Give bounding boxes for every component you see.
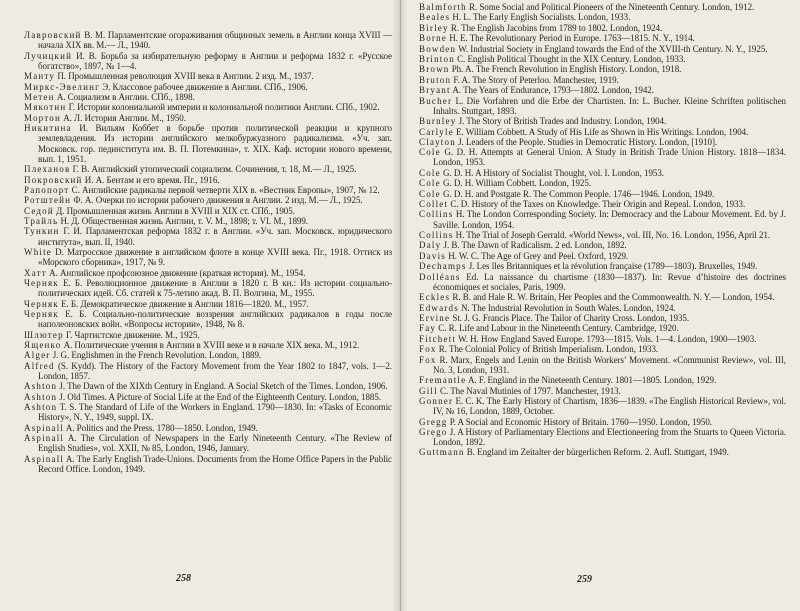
entry-text: И. Вильям Коббет в борьбе против политической реакции и крупного землевладения. Из истории английского мелкобуржуазного радикализма. «Уч. зап. Московск. гор. пединститута им. В. П. Потемкина», т. XIX. Каф. истории нового времени, вып. 1, 1951. bbox=[38, 123, 392, 164]
bibliography-entry bbox=[419, 199, 786, 209]
entry-text: Д. Промышленная жизнь Англии в XVIII и XIX ст. СПб., 1905. bbox=[53, 205, 295, 216]
entry-author: Трайль bbox=[24, 216, 59, 227]
bibliography-entry bbox=[24, 278, 392, 298]
bibliography-entry bbox=[24, 71, 392, 81]
bibliography-entry bbox=[24, 164, 392, 174]
entry-text: D. Матросское движение в английском флоте в конце XVIII века. Пг., 1918. Оттиск из «Морского сборника», 1917, № 9. bbox=[38, 247, 392, 268]
entry-text: C. The Naval Mutinies of 1797. Manchester, 1913. bbox=[437, 385, 621, 396]
entry-text: L. Die Vorfahren und die Erbe der Chartisten. In: L. Bucher. Kleine Schriften politischen Inhalts. Stuttgart, 1893. bbox=[433, 95, 786, 116]
entry-text: H. The London Corresponding Society. In: Democracy and the Labour Movement. Ed. by J. Saville. London, 1954. bbox=[433, 209, 786, 230]
entry-author: Cole bbox=[419, 178, 441, 189]
bibliography-entry bbox=[24, 402, 392, 422]
page-number-left: 258 bbox=[176, 573, 191, 584]
entry-text: Г. Чартистское движение. М., 1925. bbox=[63, 329, 200, 340]
bibliography-entry bbox=[24, 102, 392, 112]
entry-text: J. The Story of British Trades and Industry. London, 1904. bbox=[456, 116, 667, 127]
entry-text: R. Some Social and Political Pioneers of the Nineteenth Century. London, 1912. bbox=[466, 2, 755, 12]
entry-author: Черняк bbox=[24, 278, 59, 289]
entry-text: A. The Circulation of Newspapers in the Early Nineteenth Century. «The Review of English Studies», vol. XXII, № 85, London, 1946, January. bbox=[38, 433, 392, 454]
entry-author: Ященко bbox=[24, 340, 62, 351]
bibliography-entry bbox=[419, 303, 786, 313]
entry-author: Carlyle bbox=[419, 126, 454, 137]
entry-author: Brown bbox=[419, 64, 450, 75]
entry-author: Alger bbox=[24, 350, 51, 361]
entry-text: R. Marx, Engels and Lenin on the British Workers’ Movement. «Communist Review», vol. III, No. 3, London, 1931. bbox=[433, 354, 786, 375]
entry-author: Alfred bbox=[24, 360, 55, 371]
entry-author: Birley bbox=[419, 22, 449, 33]
bibliography-entry bbox=[419, 230, 786, 240]
entry-author: Aspinall bbox=[24, 433, 65, 444]
bibliography-entry bbox=[24, 216, 392, 226]
entry-text: С. Английские радикалы первой четверти XIX в. «Вестник Европы», 1907, № 12. bbox=[69, 184, 380, 195]
bibliography-entry bbox=[419, 240, 786, 250]
entry-text: H. L. The Early English Socialists. London, 1933. bbox=[450, 12, 631, 23]
bibliography-entry bbox=[24, 30, 392, 50]
bibliography-entry bbox=[24, 423, 392, 433]
entry-author: Манту bbox=[24, 71, 56, 82]
bibliography-entry bbox=[419, 355, 786, 375]
entry-author: Aspinall bbox=[24, 422, 65, 433]
entry-text: G. D. H. Attempts at General Union. A Study in British Trade Union History. 1818—1834. London, 1953. bbox=[433, 147, 786, 168]
entry-text: T. S. The Standard of Life of the Workers in England. 1790—1830. In: «Tasks of Economic History», N. Y., 1949, suppl. IX. bbox=[38, 402, 392, 423]
entry-author: Collet bbox=[419, 199, 449, 210]
entry-text: B. England im Zeitalter der bürgerlichen Reform. 2. Aufl. Stuttgart, 1949. bbox=[464, 447, 729, 458]
bibliography-entry bbox=[419, 33, 786, 43]
entry-author: Bowden bbox=[419, 43, 457, 54]
bibliography-entry bbox=[419, 417, 786, 427]
bibliography-entry bbox=[419, 12, 786, 22]
bibliography-entry bbox=[24, 123, 392, 164]
entry-text: A. Politics and the Press. 1780—1850. London, 1949. bbox=[64, 422, 258, 433]
entry-text: И. В. Борьба за избирательную реформу в Англии и реформа 1832 г. «Русское богатство», 1897, № 1—4. bbox=[38, 50, 392, 71]
entry-author: Davis bbox=[419, 250, 446, 261]
entry-author: Bucher bbox=[419, 95, 453, 106]
bibliography-entry bbox=[24, 381, 392, 391]
bibliography-entry bbox=[419, 137, 786, 147]
entry-author: Collins bbox=[419, 209, 454, 220]
entry-text: Н. Д. Общественная жизнь Англии, т. V. М., 1898; т. VI. М., 1899. bbox=[58, 216, 309, 227]
entry-text: A. The Years of Endurance, 1793—1802. London, 1942. bbox=[450, 85, 654, 96]
entry-text: E. William Cobbett. A Study of His Life as Shown in His Writings. London, 1904. bbox=[453, 126, 749, 137]
bibliography-entry bbox=[24, 340, 392, 350]
bibliography-entry bbox=[24, 195, 392, 205]
bibliography-entry bbox=[24, 392, 392, 402]
entry-text: E. C. K. The Early History of Chartism, 1836—1839. «The English Historical Review», vol. IV, № 16, London, 1889, October. bbox=[433, 395, 786, 417]
entry-author: Collins bbox=[419, 230, 454, 241]
entry-text: Г. И. Парламентская реформа 1832 г. в Англии. «Уч. зап. Московск. юридического института», вып. II, 1940. bbox=[38, 226, 392, 247]
bibliography-entry bbox=[419, 251, 786, 261]
entry-author: Gonner bbox=[419, 395, 454, 406]
bibliography-entry bbox=[419, 127, 786, 137]
entry-author: Bryant bbox=[419, 85, 451, 96]
entry-text: Ph. A. The French Revolution in English History. London, 1918. bbox=[449, 64, 682, 75]
bibliography-entry bbox=[24, 330, 392, 340]
entry-text: (S. Kydd). The History of the Factory Movement from the Year 1802 to 1847, vols. 1—2. London, 1857. bbox=[38, 360, 392, 382]
entry-author: Burnley bbox=[419, 116, 457, 127]
entry-author: Черняк bbox=[24, 298, 59, 309]
bibliography-list-right bbox=[419, 2, 786, 458]
entry-author: Dolléans bbox=[419, 271, 461, 282]
entry-text: R. The English Jacobins from 1789 to 1802. London, 1924. bbox=[448, 22, 663, 33]
entry-author: Beales bbox=[419, 12, 451, 23]
entry-author: Borne bbox=[419, 33, 447, 44]
entry-text: В. М. Парламентские огораживания общинных земель в Англии конца XVIII — начала XIX вв. М.— Л., 1940. bbox=[38, 30, 392, 51]
entry-author: Fox bbox=[419, 344, 437, 355]
bibliography-entry bbox=[419, 23, 786, 33]
entry-text: R. B. and Hale R. W. Britain, Her Peoples and the Commonwealth. N. Y.— London, 1954. bbox=[450, 292, 775, 303]
bibliography-entry bbox=[419, 54, 786, 64]
bibliography-entry bbox=[24, 247, 392, 267]
entry-author: Лавровский bbox=[24, 30, 82, 40]
entry-text: W. H. How England Saved Europe. 1793—1815. Vols. 1—4. London, 1900—1903. bbox=[456, 333, 757, 344]
bibliography-entry bbox=[24, 350, 392, 360]
entry-text: Э. Классовое рабочее движение в Англии. СПб., 1906. bbox=[100, 81, 308, 92]
bibliography-entry bbox=[419, 116, 786, 126]
entry-author: Миркс-Эвелинг bbox=[24, 81, 101, 92]
bibliography-entry bbox=[419, 147, 786, 167]
bibliography-entry bbox=[419, 323, 786, 333]
entry-author: Покровский bbox=[24, 174, 83, 185]
bibliography-entry bbox=[419, 386, 786, 396]
entry-text: G. D. H. A History of Socialist Thought, vol. I. London, 1953. bbox=[440, 167, 664, 178]
entry-author: Ashton bbox=[24, 402, 58, 413]
entry-text: J. B. The Dawn of Radicalism. 2 ed. London, 1892. bbox=[441, 240, 627, 251]
bibliography-entry bbox=[419, 178, 786, 188]
bibliography-entry bbox=[24, 361, 392, 381]
entry-text: J. A History of Parliamentary Elections and Electioneering from the Stuarts to Queen Victoria. London, 1892. bbox=[433, 426, 786, 448]
entry-author: Ротштейн bbox=[24, 195, 72, 206]
bibliography-entry bbox=[419, 44, 786, 54]
entry-text: Г. Истории колониальной империи и колониальной политики Англии. СПб., 1902. bbox=[66, 102, 380, 113]
entry-text: J. G. Englishmen in the French Revolution. London, 1889. bbox=[50, 350, 262, 361]
entry-author: Bruton bbox=[419, 74, 452, 85]
entry-author: Daly bbox=[419, 240, 442, 251]
entry-author: Brinton bbox=[419, 53, 455, 64]
entry-author: Gill bbox=[419, 385, 438, 396]
bibliography-entry bbox=[24, 51, 392, 71]
entry-text: C. D. History of the Taxes on Knowledge. Their Origin and Repeal. London, 1933. bbox=[448, 199, 746, 210]
entry-text: J. Old Times. A Picture of Social Life at the End of the Eighteenth Century. London, 1885. bbox=[57, 391, 382, 402]
bibliography-entry bbox=[419, 396, 786, 416]
bibliography-entry bbox=[419, 261, 786, 271]
bibliography-entry bbox=[24, 309, 392, 329]
entry-text: N. The Industrial Revolution in South Wales. London, 1924. bbox=[458, 302, 676, 313]
entry-text: F. A. The Story of Peterloo. Manchester, 1919. bbox=[451, 74, 619, 85]
entry-author: Gregg bbox=[419, 416, 448, 427]
entry-text: П. Промышленная революция XVIII века в Англии. 2 изд. М., 1937. bbox=[55, 71, 314, 82]
bibliography-entry bbox=[419, 75, 786, 85]
entry-text: R. The Colonial Policy of British Imperialism. London, 1933. bbox=[436, 344, 659, 355]
bibliography-entry bbox=[419, 447, 786, 457]
bibliography-entry bbox=[419, 2, 786, 12]
entry-author: Fitchett bbox=[419, 333, 457, 344]
entry-author: Aspinall bbox=[24, 453, 65, 464]
entry-author: Balmforth bbox=[419, 2, 467, 12]
entry-author: Grego bbox=[419, 426, 448, 437]
entry-text: St. J. G. Francis Place. The Tailor of Charity Cross. London, 1935. bbox=[450, 312, 690, 323]
bibliography-entry bbox=[419, 85, 786, 95]
entry-author: Fox bbox=[419, 354, 437, 365]
entry-text: Ф. А. Очерки по истории рабочего движения в Англии. 2 изд. М.— Л., 1925. bbox=[71, 195, 363, 206]
bibliography-entry bbox=[419, 64, 786, 74]
entry-text: J. Les îles Britanniques et la révolution française (1789—1803). Bruxelles, 1949. bbox=[466, 261, 758, 272]
entry-text: H. The Trial of Joseph Gerrald. «World News», vol. III, No. 16. London, 1956, April 21. bbox=[453, 230, 771, 241]
entry-text: Е. Б. Демократическое движение в Англии 1816—1820. М., 1957. bbox=[58, 298, 309, 309]
bibliography-entry bbox=[419, 168, 786, 178]
bibliography-entry bbox=[24, 113, 392, 123]
entry-text: А. Социализм в Англии. СПб., 1898. bbox=[54, 91, 195, 102]
entry-text: A. The Early English Trade-Unions. Documents from the Home Office Papers in the Public Record Office. London, 1949. bbox=[38, 453, 392, 474]
entry-author: White bbox=[24, 247, 52, 258]
bibliography-entry bbox=[24, 92, 392, 102]
page-number-right: 259 bbox=[577, 574, 592, 585]
entry-text: Г. В. Английский утопический социализм. Сочинения, т. 18, М.— Л., 1925. bbox=[70, 164, 357, 175]
entry-author: Ervine bbox=[419, 312, 451, 323]
bibliography-entry bbox=[24, 185, 392, 195]
entry-text: Е. Б. Революционное движение в Англии в 1820 г. В кн.: Из истории социально-политических идей. Сб. статей к 75-летию акад. В. П. Волгина, М., 1955. bbox=[38, 278, 392, 299]
entry-text: W. Industrial Society in England towards the End of the XVIII-th Century. N. Y., 1925. bbox=[456, 43, 768, 54]
entry-author: Мортон bbox=[24, 112, 61, 123]
bibliography-list-left bbox=[24, 30, 392, 474]
entry-author: Седой bbox=[24, 205, 54, 216]
entry-author: Метен bbox=[24, 91, 55, 102]
entry-author: Хатт bbox=[24, 267, 47, 278]
entry-author: Fremantle bbox=[419, 375, 467, 386]
bibliography-entry bbox=[24, 175, 392, 185]
entry-author: Edwards bbox=[419, 302, 459, 313]
entry-author: Clayton bbox=[419, 136, 456, 147]
entry-text: C. English Political Thought in the XIX Century. London, 1933. bbox=[454, 53, 686, 64]
entry-author: Cole bbox=[419, 167, 441, 178]
entry-text: H. E. The Revolutionary Period in Europe. 1763—1815. N. Y., 1914. bbox=[447, 33, 695, 44]
entry-author: Fay bbox=[419, 323, 437, 334]
bibliography-entry bbox=[419, 189, 786, 199]
entry-author: Черняк bbox=[24, 309, 59, 320]
entry-author: Eckles bbox=[419, 292, 451, 303]
entry-text: A. F. England in the Nineteenth Century. 1801—1805. London, 1929. bbox=[466, 375, 717, 386]
entry-author: Cole bbox=[419, 188, 441, 199]
right-page bbox=[400, 0, 800, 611]
entry-text: А. Политические учения в Англии в XVIII веке и в начале XIX века. М., 1912. bbox=[61, 340, 360, 351]
entry-text: Е. Б. Социально-политические воззрения английских радикалов в годы после наполеоновских войн. «Вопросы истории», 1948, № 8. bbox=[38, 309, 392, 330]
bibliography-entry bbox=[419, 375, 786, 385]
entry-text: G. D. H. and Postgate R. The Common People. 1746—1946. London, 1949. bbox=[440, 188, 715, 199]
entry-text: J. The Dawn of the XIXth Century in England. A Social Sketch of the Times. London, 1906. bbox=[57, 381, 388, 392]
entry-author: Dechamps bbox=[419, 261, 467, 272]
bibliography-entry bbox=[24, 433, 392, 453]
entry-text: И. А. Бентам и его время. Пг., 1916. bbox=[82, 174, 220, 185]
bibliography-entry bbox=[24, 226, 392, 246]
entry-author: Тункин bbox=[24, 226, 60, 237]
entry-author: Cole bbox=[419, 147, 441, 158]
entry-text: C. R. Life and Labour in the Nineteenth Century. Cambridge, 1920. bbox=[436, 323, 679, 334]
bibliography-entry bbox=[24, 206, 392, 216]
entry-author: Мякотин bbox=[24, 102, 67, 113]
bibliography-entry bbox=[419, 334, 786, 344]
entry-author: Рапопорт bbox=[24, 184, 70, 195]
bibliography-entry bbox=[419, 427, 786, 447]
bibliography-entry bbox=[419, 344, 786, 354]
entry-text: А. Английское профсоюзное движение (краткая история). М., 1954. bbox=[46, 267, 306, 278]
entry-text: Ed. La naissance du chartisme (1830—1837). In: Revue d’histoire des doctrines économiques et sociales, Paris, 1909. bbox=[433, 271, 786, 292]
entry-author: Плеханов bbox=[24, 164, 71, 175]
entry-author: Ashton bbox=[24, 391, 58, 402]
bibliography-entry bbox=[419, 292, 786, 302]
bibliography-entry bbox=[419, 272, 786, 292]
entry-text: G. D. H. William Cobbett. London, 1925. bbox=[440, 178, 592, 189]
bibliography-entry bbox=[419, 313, 786, 323]
entry-author: Никитина bbox=[24, 123, 72, 134]
entry-author: Ashton bbox=[24, 381, 58, 392]
entry-text: P. A Social and Economic History of Britain. 1760—1950. London, 1950. bbox=[447, 416, 712, 427]
bibliography-entry bbox=[419, 96, 786, 116]
entry-text: J. Leaders of the People. Studies in Democratic History. London, [1910]. bbox=[455, 136, 718, 147]
entry-text: А. Л. История Англии. М., 1950. bbox=[61, 112, 186, 123]
bibliography-entry bbox=[419, 209, 786, 229]
entry-author: Лучицкий bbox=[24, 50, 73, 61]
entry-author: Шлютер bbox=[24, 329, 64, 340]
entry-author: Guttmann bbox=[419, 447, 465, 458]
bibliography-entry bbox=[24, 299, 392, 309]
bibliography-entry bbox=[24, 454, 392, 474]
entry-text: H. W. C. The Age of Grey and Peel. Oxford, 1929. bbox=[446, 250, 629, 261]
bibliography-entry bbox=[24, 268, 392, 278]
bibliography-entry bbox=[24, 82, 392, 92]
